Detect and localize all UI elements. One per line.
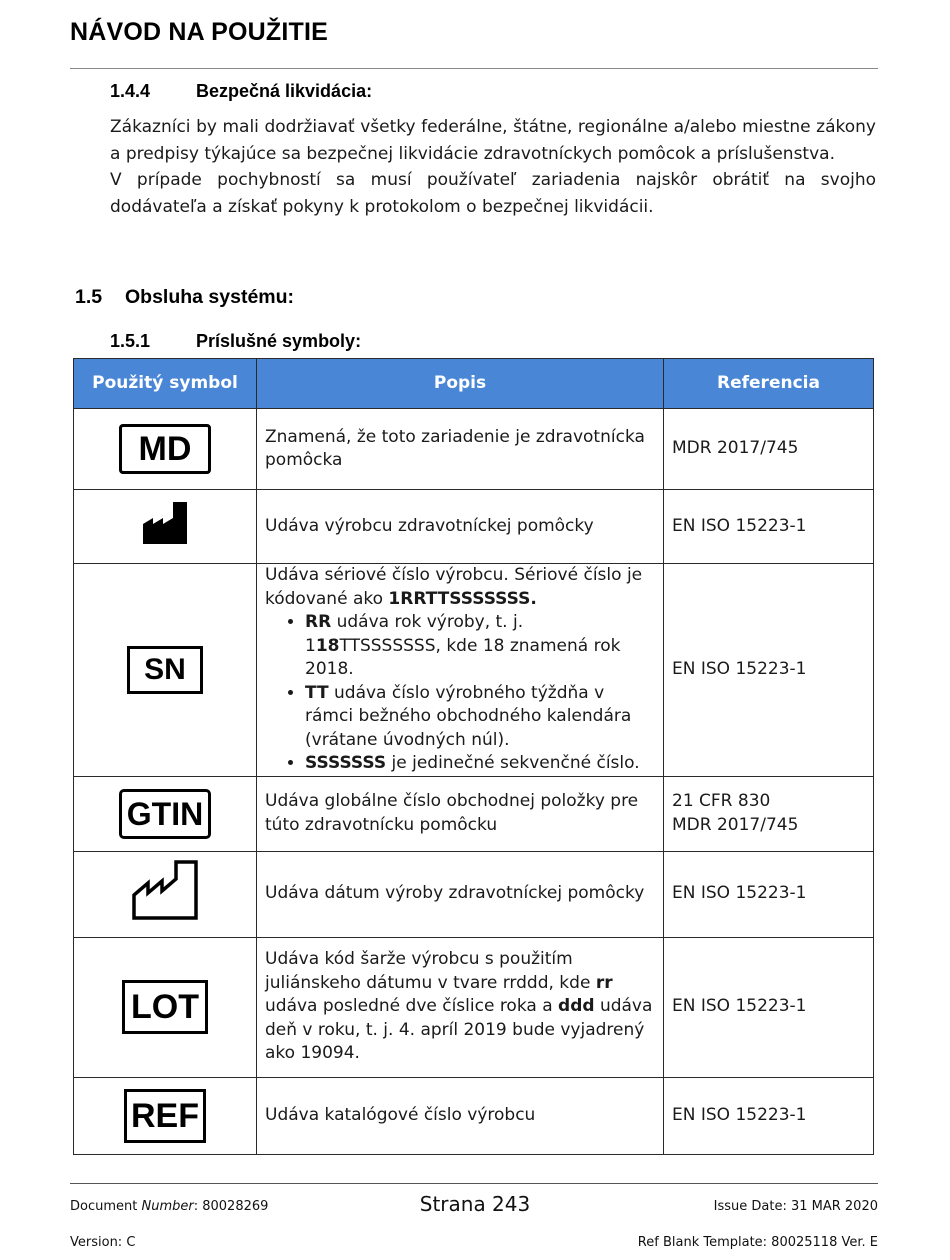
bold-term: TT <box>305 682 329 703</box>
page-number: Strana 243 <box>419 1192 531 1216</box>
section-1-5-1-heading <box>110 331 361 352</box>
column-header-symbol: Použitý symbol <box>74 359 257 409</box>
table-row <box>74 1077 874 1154</box>
table-row <box>74 937 874 1077</box>
symbol-cell <box>74 564 257 777</box>
section-1-5-heading <box>75 286 294 309</box>
doc-number-label-italic: Number <box>141 1199 194 1214</box>
list-item <box>305 752 655 776</box>
reference-cell: EN ISO 15223-1 <box>664 1077 874 1154</box>
reference-cell: EN ISO 15223-1 <box>664 937 874 1077</box>
section-1-4-4-heading <box>110 81 372 102</box>
reference-cell: EN ISO 15223-1 <box>664 851 874 937</box>
manufacturer-icon <box>141 500 189 546</box>
serial-code: 1RRTTSSSSSSS. <box>388 588 537 609</box>
reference-cell: EN ISO 15223-1 <box>664 490 874 564</box>
description-text: udáva posledné dve číslice roka a <box>265 996 559 1017</box>
document-title: NÁVOD NA POUŽITIE <box>70 18 329 46</box>
bold-term: 18 <box>315 635 340 656</box>
list-text: je jedinečné sekvenčné číslo. <box>386 753 640 773</box>
description-cell: Udáva katalógové číslo výrobcu <box>257 1077 664 1154</box>
symbol-cell <box>74 409 257 490</box>
template-ref: Ref Blank Template: 80025118 Ver. E <box>637 1235 878 1250</box>
description-text: udáva deň v roku, t. j. 4. apríl 2019 bude vyjadrený ako 19094. <box>265 996 653 1064</box>
date-of-manufacture-icon <box>131 859 199 921</box>
list-text: TTSSSSSSS, kde 18 znamená rok 2018. <box>305 635 621 679</box>
header-divider <box>70 68 878 69</box>
description-cell <box>257 937 664 1077</box>
description-cell: Udáva globálne číslo obchodnej položky pre túto zdravotnícku pomôcku <box>257 776 664 851</box>
disposal-paragraph-2: V prípade pochybností sa musí používateľ zariadenia najskôr obrátiť na svojho dodávateľa a získať pokyny k protokolom o bezpečnej likvidácii. <box>110 170 876 217</box>
description-cell: Znamená, že toto zariadenie je zdravotnícka pomôcka <box>257 409 664 490</box>
table-row <box>74 490 874 564</box>
issue-date: Issue Date: 31 MAR 2020 <box>713 1199 878 1214</box>
serial-explanation-list <box>265 611 655 776</box>
section-number: 1.4.4 <box>110 81 151 101</box>
symbol-cell <box>74 1077 257 1154</box>
section-title: Obsluha systému: <box>125 286 295 308</box>
description-cell: Udáva dátum výroby zdravotníckej pomôcky <box>257 851 664 937</box>
ref-icon: REF <box>124 1089 206 1143</box>
list-item <box>305 682 655 753</box>
bold-term: SSSSSSS <box>305 753 387 773</box>
symbol-cell <box>74 490 257 564</box>
bold-term: RR <box>305 612 332 632</box>
gtin-icon: GTIN <box>119 789 211 839</box>
description-text: Udáva sériové číslo výrobcu. Sériové číslo je kódované ako <box>265 565 643 609</box>
table-row <box>74 776 874 851</box>
list-item <box>305 611 655 682</box>
column-header-reference: Referencia <box>664 359 874 409</box>
lot-icon: LOT <box>122 980 208 1034</box>
list-text: udáva číslo výrobného týždňa v rámci bežného obchodného kalendára (vrátane úvodných núl). <box>305 682 632 750</box>
table-row <box>74 851 874 937</box>
description-cell <box>257 564 664 777</box>
md-icon: MD <box>119 424 211 474</box>
section-title: Bezpečná likvidácia: <box>196 81 373 101</box>
disposal-paragraph-1: Zákazníci by mali dodržiavať všetky federálne, štátne, regionálne a/alebo miestne zákony a predpisy týkajúce sa bezpečnej likvidácie zdravotníckych pomôcok a príslušenstva. <box>110 117 876 164</box>
reference-cell <box>664 776 874 851</box>
reference-cell: EN ISO 15223-1 <box>664 564 874 777</box>
symbols-table <box>73 358 874 1155</box>
column-header-description: Popis <box>257 359 664 409</box>
symbol-cell <box>74 937 257 1077</box>
footer-divider <box>70 1183 878 1184</box>
description-text: Udáva kód šarže výrobcu s použitím juliánskeho dátumu v tvare rrddd, kde <box>265 949 596 993</box>
description-cell: Udáva výrobcu zdravotníckej pomôcky <box>257 490 664 564</box>
reference-cell: MDR 2017/745 <box>664 409 874 490</box>
symbol-cell <box>74 851 257 937</box>
reference-line: 21 CFR 830 <box>672 791 771 811</box>
section-number: 1.5 <box>75 286 103 308</box>
reference-line: MDR 2017/745 <box>672 814 799 835</box>
table-header-row <box>74 359 874 409</box>
doc-number-label: Document <box>70 1199 142 1214</box>
section-title: Príslušné symboly: <box>196 331 362 351</box>
table-row <box>74 409 874 490</box>
symbol-cell <box>74 776 257 851</box>
version: Version: C <box>70 1235 136 1250</box>
bold-term: ddd <box>558 996 595 1017</box>
disposal-text <box>110 114 876 220</box>
section-number: 1.5.1 <box>110 331 151 351</box>
list-text: udáva rok výroby, t. j. 1 <box>305 612 524 656</box>
table-row <box>74 564 874 777</box>
bold-term: rr <box>595 972 613 993</box>
doc-number-value: : 80028269 <box>193 1199 269 1214</box>
sn-icon: SN <box>127 646 203 694</box>
